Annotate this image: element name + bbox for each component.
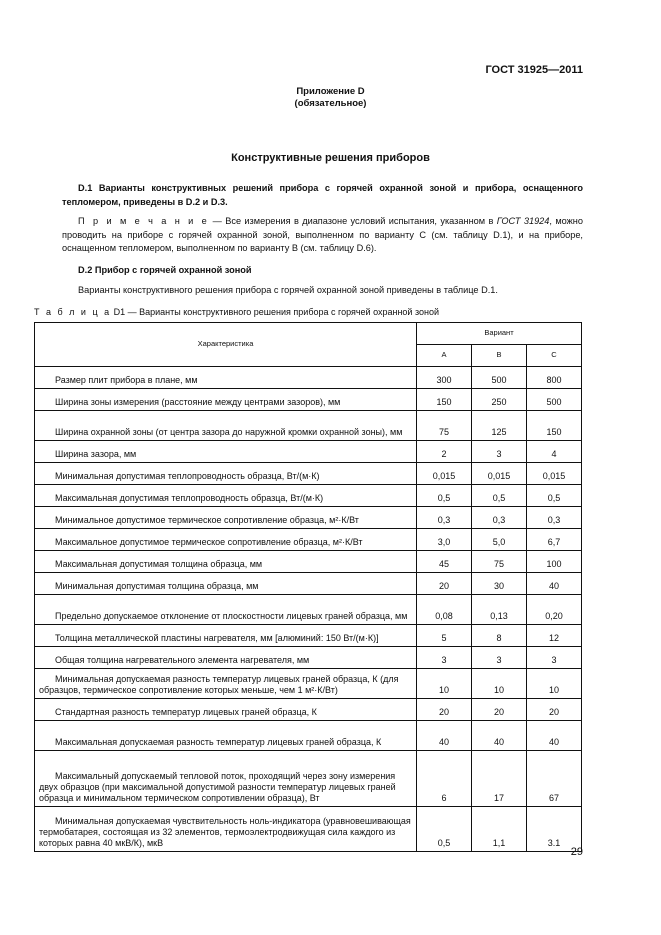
- value-cell: 300: [417, 367, 472, 389]
- table-row: [35, 595, 582, 625]
- value-cell: 40: [527, 721, 582, 751]
- value-cell: 800: [527, 367, 582, 389]
- table-row: [35, 411, 582, 441]
- table-caption: [34, 307, 439, 317]
- caption-text: D1 — Варианты конструктивного решения прибора с горячей охранной зоной: [111, 307, 439, 317]
- value-cell: 2: [417, 441, 472, 463]
- value-cell: 20: [417, 699, 472, 721]
- value-cell: 8: [472, 625, 527, 647]
- clause-d2-text: Варианты конструктивного решения прибора с горячей охранной зоной приведены в таблице D.1.: [78, 285, 498, 295]
- note-ref: ГОСТ 31924: [496, 216, 550, 226]
- value-cell: 6: [417, 751, 472, 807]
- table-row: [35, 389, 582, 411]
- value-cell: 150: [527, 411, 582, 441]
- table-row: [35, 807, 582, 852]
- header-variant-c: С: [527, 345, 582, 367]
- characteristic-cell: [35, 551, 417, 573]
- characteristic-cell: [35, 595, 417, 625]
- value-cell: 30: [472, 573, 527, 595]
- characteristic-text: Максимальное допустимое термическое сопротивление образца, м²·К/Вт: [55, 537, 363, 547]
- value-cell: 0,13: [472, 595, 527, 625]
- value-cell: 100: [527, 551, 582, 573]
- characteristic-text: Минимальное допустимое термическое сопротивление образца, м²·К/Вт: [55, 515, 359, 525]
- value-cell: 75: [417, 411, 472, 441]
- value-cell: 6,7: [527, 529, 582, 551]
- characteristic-cell: [35, 807, 417, 852]
- table-row: [35, 529, 582, 551]
- value-cell: 0,3: [527, 507, 582, 529]
- value-cell: 0,015: [472, 463, 527, 485]
- header-variant-b: В: [472, 345, 527, 367]
- note-rest: , можно проводить на приборе с горячей охранной зоной, выполненном по варианту С (см. таблицу D.1), и на приборе, оснащенном тепломером, выполненном по варианту В (см. таблицу D.6).: [62, 216, 583, 253]
- characteristic-cell: [35, 411, 417, 441]
- characteristic-cell: [35, 507, 417, 529]
- value-cell: 0,015: [527, 463, 582, 485]
- characteristic-cell: [35, 699, 417, 721]
- characteristic-text: Общая толщина нагревательного элемента нагревателя, мм: [55, 655, 310, 665]
- table-row: [35, 669, 582, 699]
- value-cell: 0,5: [472, 485, 527, 507]
- characteristic-text: Ширина зазора, мм: [55, 449, 137, 459]
- characteristic-cell: [35, 529, 417, 551]
- characteristic-text: Максимальная допустимая толщина образца, мм: [55, 559, 263, 569]
- table-row: [35, 367, 582, 389]
- value-cell: 3: [472, 647, 527, 669]
- table-row: [35, 647, 582, 669]
- value-cell: 3.1: [527, 807, 582, 852]
- characteristic-text: Стандартная разность температур лицевых граней образца, К: [55, 707, 317, 717]
- table-row: [35, 751, 582, 807]
- characteristic-cell: [35, 367, 417, 389]
- value-cell: 0,5: [527, 485, 582, 507]
- characteristic-text: Максимальный допускаемый тепловой поток, проходящий через зону измерения двух образцов (при максимальной допустимой разности температур лицевых граней образца и минимальном термическом сопротивлении образца), Вт: [39, 771, 396, 803]
- characteristic-cell: [35, 751, 417, 807]
- value-cell: 45: [417, 551, 472, 573]
- characteristic-cell: [35, 441, 417, 463]
- value-cell: 5,0: [472, 529, 527, 551]
- value-cell: 40: [417, 721, 472, 751]
- characteristic-cell: [35, 389, 417, 411]
- characteristic-text: Предельно допускаемое отклонение от плоскостности лицевых граней образца, мм: [55, 611, 408, 621]
- value-cell: 3: [472, 441, 527, 463]
- value-cell: 10: [472, 669, 527, 699]
- table-row: [35, 721, 582, 751]
- table-d1: [34, 322, 582, 852]
- value-cell: 5: [417, 625, 472, 647]
- value-cell: 500: [472, 367, 527, 389]
- value-cell: 40: [527, 573, 582, 595]
- value-cell: 20: [527, 699, 582, 721]
- value-cell: 0,5: [417, 807, 472, 852]
- table-row: [35, 573, 582, 595]
- value-cell: 0,20: [527, 595, 582, 625]
- value-cell: 0,3: [417, 507, 472, 529]
- value-cell: 1,1: [472, 807, 527, 852]
- value-cell: 0,3: [472, 507, 527, 529]
- value-cell: 3,0: [417, 529, 472, 551]
- characteristic-text: Максимальная допускаемая разность температур лицевых граней образца, К: [55, 737, 382, 747]
- table-row: [35, 551, 582, 573]
- characteristic-cell: [35, 625, 417, 647]
- value-cell: 0,5: [417, 485, 472, 507]
- characteristic-cell: [35, 463, 417, 485]
- characteristic-text: Минимальная допускаемая чувствительность ноль-индикатора (уравновешивающая термобатарея, состоящая из 32 элементов, термоэлектродвижущая сила каждого из которых равна 40 мкВ/К), мкВ: [39, 816, 411, 848]
- characteristic-text: Ширина охранной зоны (от центра зазора до наружной кромки охранной зоны), мм: [55, 427, 403, 437]
- value-cell: 250: [472, 389, 527, 411]
- value-cell: 10: [527, 669, 582, 699]
- table-row: [35, 507, 582, 529]
- characteristic-text: Размер плит прибора в плане, мм: [55, 375, 198, 385]
- value-cell: 125: [472, 411, 527, 441]
- value-cell: 12: [527, 625, 582, 647]
- note-label: П р и м е ч а н и е: [78, 216, 210, 226]
- characteristic-text: Минимальная допустимая теплопроводность образца, Вт/(м·К): [55, 471, 320, 481]
- clause-d2-title: D.2 Прибор с горячей охранной зоной: [78, 265, 252, 275]
- header-variant: Вариант: [417, 323, 582, 345]
- characteristic-text: Толщина металлической пластины нагревателя, мм [алюминий: 150 Вт/(м·К)]: [55, 633, 379, 643]
- characteristic-cell: [35, 647, 417, 669]
- characteristic-text: Ширина зоны измерения (расстояние между центрами зазоров), мм: [55, 397, 341, 407]
- value-cell: 67: [527, 751, 582, 807]
- section-title: Конструктивные решения приборов: [231, 152, 430, 164]
- header-variant-a: А: [417, 345, 472, 367]
- characteristic-cell: [35, 721, 417, 751]
- table-row: [35, 625, 582, 647]
- value-cell: 0,015: [417, 463, 472, 485]
- value-cell: 17: [472, 751, 527, 807]
- characteristic-cell: [35, 669, 417, 699]
- value-cell: 3: [417, 647, 472, 669]
- table-row: [35, 463, 582, 485]
- note: [62, 215, 583, 256]
- value-cell: 150: [417, 389, 472, 411]
- value-cell: 500: [527, 389, 582, 411]
- note-text: — Все измерения в диапазоне условий испытания, указанном в: [209, 216, 497, 226]
- value-cell: 20: [417, 573, 472, 595]
- page-number: 29: [570, 846, 583, 858]
- header-characteristic: Характеристика: [35, 323, 417, 367]
- standard-number: ГОСТ 31925—2011: [485, 64, 583, 76]
- clause-d1: D.1 Варианты конструктивных решений прибора с горячей охранной зоной и прибора, оснащенного тепломером, приведены в D.2 и D.3.: [62, 183, 583, 207]
- value-cell: 0,08: [417, 595, 472, 625]
- value-cell: 20: [472, 699, 527, 721]
- value-cell: 75: [472, 551, 527, 573]
- value-cell: 4: [527, 441, 582, 463]
- table-row: [35, 485, 582, 507]
- characteristic-text: Минимальная допускаемая разность температур лицевых граней образца, К (для образцов, термическое сопротивление которых меньше, чем 1 м²·К/Вт): [39, 674, 399, 695]
- table-row: [35, 441, 582, 463]
- characteristic-cell: [35, 485, 417, 507]
- caption-label: Т а б л и ц а: [34, 307, 112, 317]
- value-cell: 10: [417, 669, 472, 699]
- characteristic-text: Минимальная допустимая толщина образца, мм: [55, 581, 259, 591]
- appendix-status: (обязательное): [294, 98, 367, 109]
- characteristic-text: Максимальная допустимая теплопроводность образца, Вт/(м·К): [55, 493, 324, 503]
- value-cell: 3: [527, 647, 582, 669]
- characteristic-cell: [35, 573, 417, 595]
- value-cell: 40: [472, 721, 527, 751]
- appendix-title: Приложение D: [296, 86, 365, 97]
- table-row: [35, 699, 582, 721]
- appendix-heading: [0, 86, 661, 110]
